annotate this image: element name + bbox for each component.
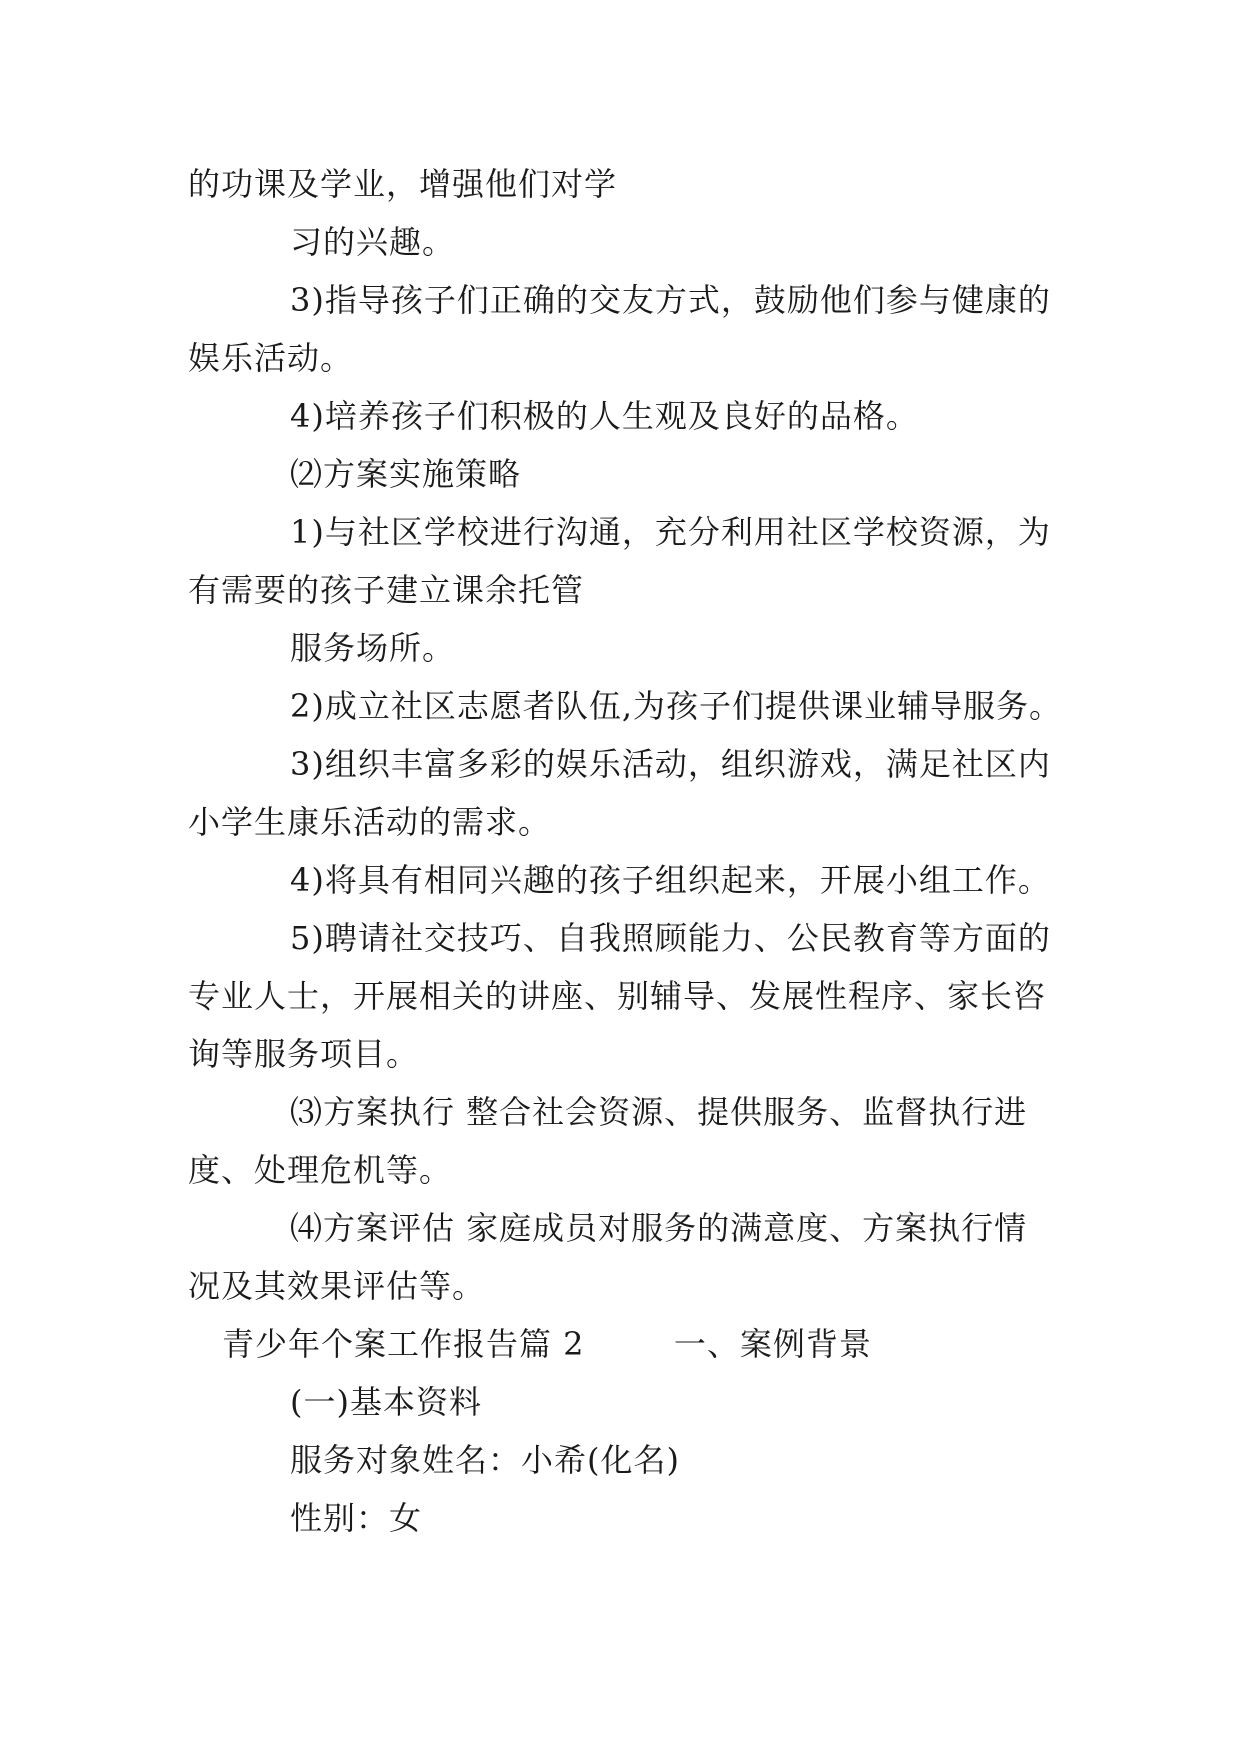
- section-heading: ⑵方案实施策略: [290, 455, 522, 493]
- text-line: 3)组织丰富多彩的娱乐活动，组织游戏，满足社区内: [290, 745, 1051, 783]
- text-line: 询等服务项目。: [188, 1035, 420, 1073]
- text-line: 况及其效果评估等。: [188, 1267, 486, 1305]
- text-line: 专业人士，开展相关的讲座、别辅导、发展性程序、家长咨: [188, 977, 1047, 1015]
- text-line: 4)培养孩子们积极的人生观及良好的品格。: [290, 397, 919, 435]
- text-line: 习的兴趣。: [290, 223, 456, 261]
- text-line: 娱乐活动。: [188, 339, 354, 377]
- text-line: 5)聘请社交技巧、自我照顾能力、公民教育等方面的: [290, 919, 1051, 957]
- text-line: 的功课及学业，增强他们对学: [188, 165, 618, 203]
- text-line: 有需要的孩子建立课余托管: [188, 571, 585, 609]
- text-line: 1)与社区学校进行沟通，充分利用社区学校资源，为: [290, 513, 1051, 551]
- text-line: 服务对象姓名：小希(化名): [290, 1441, 680, 1479]
- text-line: 度、处理危机等。: [188, 1151, 453, 1189]
- section-heading: (一)基本资料: [290, 1383, 482, 1421]
- text-line: ⑶方案执行 整合社会资源、提供服务、监督执行进: [290, 1093, 1028, 1131]
- text-line: 4)将具有相同兴趣的孩子组织起来，开展小组工作。: [290, 861, 1051, 899]
- report-heading: 青少年个案工作报告篇 2 一、案例背景: [222, 1325, 872, 1363]
- text-line: 服务场所。: [290, 629, 456, 667]
- text-line: 性别：女: [290, 1499, 423, 1537]
- text-line: 小学生康乐活动的需求。: [188, 803, 552, 841]
- text-line: 3)指导孩子们正确的交友方式，鼓励他们参与健康的: [290, 281, 1051, 319]
- text-line: 2)成立社区志愿者队伍,为孩子们提供课业辅导服务。: [290, 687, 1063, 725]
- text-line: ⑷方案评估 家庭成员对服务的满意度、方案执行情: [290, 1209, 1028, 1247]
